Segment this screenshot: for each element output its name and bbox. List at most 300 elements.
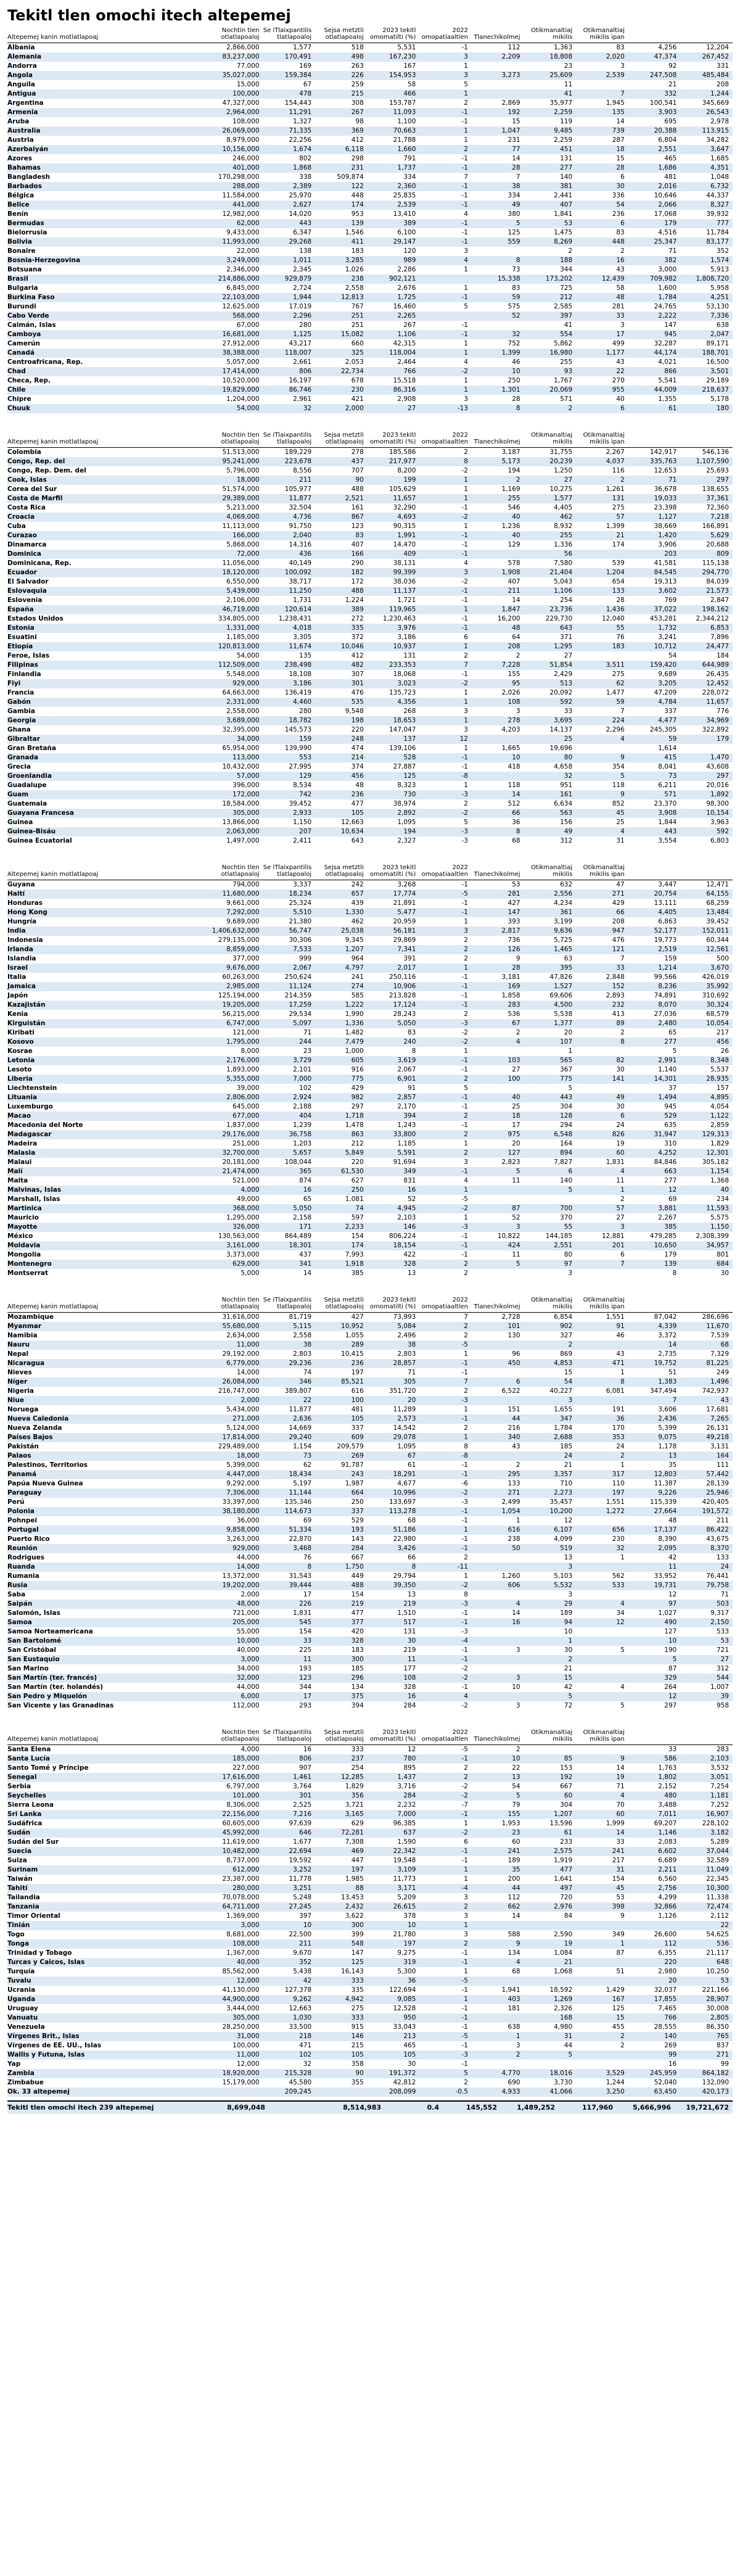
table-cell: 277 <box>664 1177 677 1184</box>
table-row <box>7 1102 733 1112</box>
table-cell: 592 <box>524 698 577 707</box>
table-cell: 335 <box>315 624 368 633</box>
table-cell: 11 <box>628 1563 681 1572</box>
table-cell: 87 <box>668 1665 677 1672</box>
table-cell: 354 <box>612 763 625 770</box>
table-cell: 194 <box>508 467 520 474</box>
table-cell: 112,000 <box>232 1702 260 1709</box>
table-cell: 40 <box>616 395 625 403</box>
table-cell: 17,124 <box>368 1001 420 1010</box>
column-header: Otikmanaltiaj mikilis <box>524 27 577 43</box>
table-cell: 40 <box>472 531 524 540</box>
table-cell: 169 <box>299 62 312 70</box>
table-cell: 190 <box>664 1646 677 1654</box>
table-cell: 4,021 <box>658 358 677 366</box>
row-label: Francia <box>7 689 35 696</box>
table-cell: 9 <box>576 790 628 799</box>
table-cell: 1,551 <box>606 1498 625 1506</box>
table-cell: 2 <box>524 1340 577 1350</box>
table-cell: 352 <box>716 247 729 255</box>
table-cell: 8 <box>368 1563 420 1572</box>
row-label: Santa Lucía <box>7 1754 211 1764</box>
table-cell <box>628 1921 681 1930</box>
table-row <box>7 559 733 568</box>
table-cell: 19 <box>524 1939 577 1949</box>
column-header: Nochtin tlen otlatlapoaloj <box>211 27 263 43</box>
table-cell: 344 <box>560 266 573 273</box>
table-cell: 381 <box>524 182 577 191</box>
table-cell: 6,863 <box>658 918 677 925</box>
table-cell: 10 <box>512 1683 520 1691</box>
table-cell: -1 <box>419 237 472 247</box>
table-row <box>7 1130 733 1139</box>
table-cell: 35,992 <box>680 982 733 991</box>
table-cell: 11,124 <box>263 982 316 991</box>
table-cell: 476 <box>612 936 625 944</box>
table-row <box>7 2013 733 2023</box>
table-cell: 8,681,000 <box>226 1931 260 1938</box>
table-cell: 6,845,000 <box>226 284 260 292</box>
table-cell: 211 <box>472 587 524 596</box>
row-label: Tuvalu <box>7 1976 211 1986</box>
table-cell <box>576 1396 628 1405</box>
table-cell: 166,000 <box>211 531 263 540</box>
table-cell: 16 <box>368 1692 420 1701</box>
table-cell: 436 <box>263 550 316 559</box>
table-cell: 3,606 <box>658 1406 677 1413</box>
table-cell: 3,695 <box>524 716 577 725</box>
table-cell: 17,068 <box>654 210 677 218</box>
table-cell: 229,489,000 <box>218 1443 260 1450</box>
table-cell: 249 <box>716 1369 729 1376</box>
table-cell: 6 <box>472 1377 524 1387</box>
table-cell: 11,784 <box>706 229 729 236</box>
table-cell: 571 <box>628 790 681 799</box>
table-cell: 548 <box>315 1939 368 1949</box>
table-cell: 83 <box>315 531 368 540</box>
table-cell: 3,252 <box>263 1865 316 1875</box>
table-cell: 6,634 <box>554 800 573 807</box>
table-row <box>7 191 733 200</box>
table-cell: 22 <box>576 367 628 376</box>
table-cell: 7 <box>628 1396 681 1405</box>
table-cell: 62,000 <box>211 219 263 228</box>
table-cell: 2 <box>576 1451 628 1461</box>
row-label: Vírgenes de EE. UU., Islas <box>7 2042 102 2049</box>
table-row <box>7 1047 733 1056</box>
table-cell: 5,300 <box>397 1968 416 1975</box>
table-cell: 37,022 <box>628 605 681 614</box>
table-cell: 752 <box>508 340 520 347</box>
table-cell: 193 <box>299 1665 312 1672</box>
table-cell: 24 <box>680 1563 733 1572</box>
table-cell: 5,849 <box>315 1149 368 1158</box>
table-cell: 412 <box>351 136 364 144</box>
table-cell: 93 <box>524 367 577 376</box>
table-cell: 21 <box>564 1461 573 1469</box>
table-cell: 1,095 <box>397 819 416 826</box>
table-cell: 172,000 <box>211 790 263 799</box>
table-cell: -1 <box>461 973 468 981</box>
table-cell: 30 <box>368 1637 420 1646</box>
table-cell: 127,378 <box>284 1986 312 1994</box>
table-cell: 128 <box>524 1112 577 1121</box>
table-cell: 224 <box>576 716 628 725</box>
table-cell: 6,797,000 <box>226 1783 260 1790</box>
table-cell: 218,637 <box>680 386 733 395</box>
table-cell: 140 <box>628 2032 681 2041</box>
table-cell: 5 <box>472 1791 524 1801</box>
table-cell: 134 <box>508 1949 520 1957</box>
table-cell: 1,243 <box>397 1121 416 1129</box>
table-cell: 637 <box>368 1828 420 1838</box>
table-row <box>7 1581 733 1590</box>
table-row <box>7 1241 733 1250</box>
table-cell: 4,234 <box>554 899 573 907</box>
table-row <box>7 917 733 927</box>
table-cell: 2,067 <box>263 964 316 973</box>
table-cell: 67 <box>303 81 312 88</box>
table-cell: 92 <box>668 62 677 70</box>
table-cell: 52,177 <box>628 927 681 936</box>
table-cell: 5,725 <box>554 936 573 944</box>
row-label: Países Bajos <box>7 1433 211 1442</box>
table-cell: 20 <box>628 1976 681 1986</box>
table-cell <box>576 1674 628 1683</box>
table-cell: 32 <box>303 2060 312 2068</box>
table-row <box>7 1488 733 1498</box>
table-cell: 2,551 <box>524 1241 577 1250</box>
table-cell: -2 <box>419 1674 472 1683</box>
table-cell: 11,250 <box>263 587 316 596</box>
table-row <box>7 936 733 945</box>
table-cell: 2,893 <box>606 992 625 999</box>
table-row <box>7 1810 733 1819</box>
table-cell: 23,370 <box>654 800 677 807</box>
table-cell: 7,254 <box>710 1783 729 1790</box>
table-cell: 1,494 <box>628 1093 681 1102</box>
row-label: Italia <box>7 973 27 981</box>
table-row <box>7 945 733 954</box>
table-cell: 739 <box>576 126 628 136</box>
table-cell: 21,573 <box>680 587 733 596</box>
table-cell: 2 <box>464 1269 468 1277</box>
table-cell: 1 <box>419 386 472 395</box>
table-cell: 47,826 <box>549 973 573 981</box>
table-cell: 11,113,000 <box>222 522 260 530</box>
table-cell: 8,327 <box>680 200 733 210</box>
table-cell: 18 <box>472 1112 524 1121</box>
table-cell: 9,485 <box>524 126 577 136</box>
row-label: Surinam <box>7 1865 211 1875</box>
table-cell <box>472 321 524 330</box>
table-cell: 575 <box>508 303 520 310</box>
row-label: Malasia <box>7 1149 211 1158</box>
column-header: Otikmanaltiaj mikilis <box>524 864 577 880</box>
table-cell: 216,747,000 <box>218 1387 260 1395</box>
table-row <box>7 614 733 624</box>
table-cell: 4,945 <box>368 1204 420 1213</box>
table-cell: 44,009 <box>628 386 681 395</box>
header-row <box>7 864 733 880</box>
table-cell: 41,130,000 <box>222 1986 260 1994</box>
table-cell: 40,000 <box>211 1958 263 1967</box>
row-label: Nepal <box>7 1350 29 1358</box>
table-cell: 30 <box>408 2060 416 2068</box>
table-cell: 1,475 <box>554 229 573 236</box>
table-cell: 166,891 <box>702 522 729 530</box>
table-cell: -1 <box>461 1986 468 1994</box>
table-cell: 15 <box>524 1674 577 1683</box>
table-cell: 638 <box>508 2023 520 2031</box>
table-cell: 11,049 <box>680 1865 733 1875</box>
table-cell: 7,329 <box>710 1350 729 1358</box>
table-cell: 7,306,000 <box>211 1488 263 1498</box>
table-cell: 77 <box>472 145 524 154</box>
row-label: Mauricio <box>7 1214 39 1221</box>
table-cell: 28 <box>472 964 524 973</box>
table-cell: 1,941 <box>501 1986 520 1994</box>
table-cell: 125 <box>612 2005 625 2012</box>
table-cell: 6 <box>576 404 628 413</box>
table-cell: -1 <box>461 321 468 329</box>
total-block <box>7 2100 733 2114</box>
table-cell: 1 <box>516 1517 520 1524</box>
table-cell: 1,178 <box>658 1443 677 1450</box>
table-cell: 609 <box>315 1433 368 1442</box>
table-cell: 929,000 <box>211 1544 263 1553</box>
row-label: Trinidad y Tobago <box>7 1949 72 1957</box>
table-cell: 2,961 <box>293 395 312 403</box>
table-cell: -1 <box>461 1535 468 1543</box>
table-cell: 1,000 <box>345 1047 364 1055</box>
table-cell: 43,675 <box>706 1535 729 1543</box>
table-cell: 17,414,000 <box>211 367 263 376</box>
table-cell: 571 <box>560 395 573 403</box>
table-cell: 10 <box>472 367 524 376</box>
table-cell: 437 <box>299 1251 312 1258</box>
table-cell: 16,200 <box>497 615 520 622</box>
table-cell: 138 <box>299 247 312 255</box>
table-cell: 79 <box>512 1801 520 1809</box>
table-cell: 2 <box>419 1130 472 1139</box>
table-cell: 275 <box>612 504 625 511</box>
table-cell: 54,000 <box>211 404 263 413</box>
table-cell: 2 <box>472 2050 524 2060</box>
table-cell: 6 <box>576 1112 628 1121</box>
table-cell: 37,044 <box>680 1847 733 1856</box>
table-cell: 139 <box>628 1260 681 1269</box>
table-cell: 4,054 <box>710 1103 729 1110</box>
table-cell: 245,959 <box>628 2069 681 2078</box>
table-cell: 9,548 <box>345 708 364 715</box>
table-row <box>7 1791 733 1801</box>
table-row <box>7 1149 733 1158</box>
table-cell: 10 <box>564 1628 573 1635</box>
row-label: Brasil <box>7 275 211 284</box>
table-cell: 365 <box>263 1167 316 1176</box>
table-cell: 8 <box>263 1563 316 1572</box>
table-cell: 144,185 <box>545 1232 573 1240</box>
table-cell: 426,019 <box>702 973 729 981</box>
table-row <box>7 1056 733 1065</box>
table-cell: 378 <box>403 1912 416 1920</box>
row-label: Granada <box>7 753 211 762</box>
table-cell: 1,150 <box>293 819 312 826</box>
column-header <box>628 1729 681 1745</box>
table-row <box>7 1939 733 1949</box>
table-cell: 498 <box>315 52 368 62</box>
table-cell: 2,106,000 <box>226 597 260 604</box>
table-row <box>7 126 733 136</box>
table-cell: 76 <box>616 634 625 641</box>
table-row <box>7 200 733 210</box>
row-label: Costa Rica <box>7 504 46 511</box>
table-cell: 185 <box>560 1443 573 1450</box>
row-label: Burundi <box>7 303 36 310</box>
table-cell: 53 <box>680 1976 733 1986</box>
table-cell: -1 <box>419 1167 472 1176</box>
table-cell: -1 <box>419 330 472 339</box>
table-cell: 12,000 <box>211 1976 263 1986</box>
table-cell: -1 <box>461 615 468 622</box>
table-cell: 10,520,000 <box>222 377 260 384</box>
table-cell: 529 <box>351 1517 364 1524</box>
table-cell: 33,500 <box>289 2023 312 2031</box>
table-row <box>7 688 733 698</box>
table-cell: 21,780 <box>393 1931 416 1938</box>
table-cell: 1,244 <box>680 89 733 99</box>
table-row <box>7 1139 733 1149</box>
table-cell: 16,907 <box>680 1810 733 1819</box>
table-cell <box>472 1655 524 1664</box>
table-cell: 100,000 <box>211 89 263 99</box>
table-cell: 1,665 <box>501 745 520 752</box>
table-cell: 474 <box>351 745 364 752</box>
table-cell: 7,465 <box>658 2005 677 2012</box>
table-row <box>7 99 733 108</box>
table-cell: 151 <box>508 1406 520 1413</box>
table-cell: 1,919 <box>554 1857 573 1864</box>
table-cell: 947 <box>576 927 628 936</box>
table-cell: 275 <box>612 671 625 678</box>
table-cell: 361 <box>524 908 577 917</box>
table-row <box>7 1754 733 1764</box>
table-row <box>7 809 733 818</box>
row-label: Costa de Marfil <box>7 494 211 503</box>
table-cell: 36 <box>576 1414 628 1424</box>
column-header <box>680 27 733 43</box>
table-cell: 2 <box>419 1260 472 1269</box>
table-cell: 18 <box>576 145 628 154</box>
table-cell: 915 <box>351 2023 364 2031</box>
table-cell: 73 <box>263 1451 316 1461</box>
row-label: Georgia <box>7 716 211 725</box>
table-cell: 12 <box>576 1618 628 1627</box>
row-label: Portugal <box>7 1525 211 1535</box>
table-cell: 3,023 <box>368 679 420 688</box>
table-cell: 2 <box>419 1939 472 1949</box>
table-cell: 84,846 <box>654 1158 677 1166</box>
table-cell: 32,700,000 <box>211 1149 263 1158</box>
table-cell: 3,372 <box>658 1332 677 1339</box>
row-label: Ecuador <box>7 568 211 577</box>
table-cell: 710 <box>560 1480 573 1487</box>
table-cell: 517 <box>368 1618 420 1627</box>
table-cell: 533 <box>716 1628 729 1635</box>
table-row <box>7 1930 733 1939</box>
row-label: Niue <box>7 1396 211 1405</box>
table-cell: 6 <box>620 173 625 181</box>
table-cell: 229,730 <box>545 615 573 622</box>
table-cell: 121,000 <box>232 1029 260 1036</box>
table-cell: 38,717 <box>289 578 312 585</box>
row-label: Nigeria <box>7 1387 34 1395</box>
table-cell: 1 <box>464 745 468 752</box>
table-cell: 465 <box>403 2042 416 2049</box>
table-row <box>7 836 733 846</box>
table-cell: 164 <box>560 1140 573 1147</box>
table-cell: -3 <box>419 1019 472 1028</box>
table-cell: 4 <box>419 1692 472 1701</box>
table-cell: 322,892 <box>702 726 729 733</box>
table-cell: 279,135,000 <box>218 936 260 944</box>
column-header <box>680 864 733 880</box>
table-cell: 2,558,000 <box>226 708 260 715</box>
table-cell: 10,906 <box>368 982 420 991</box>
table-cell: 15 <box>576 2013 628 2023</box>
table-cell: 12,439 <box>576 275 628 284</box>
table-cell: 147,047 <box>388 726 416 733</box>
row-label: Kiribati <box>7 1029 35 1036</box>
row-label: Lesoto <box>7 1066 32 1073</box>
table-cell: 91 <box>408 1084 416 1092</box>
table-cell: 28,907 <box>680 1995 733 2004</box>
table-cell: 2 <box>419 945 472 954</box>
table-cell: 21,117 <box>706 1949 729 1957</box>
table-cell: 87 <box>472 1204 524 1213</box>
table-cell: 3,721 <box>345 1801 364 1809</box>
table-cell: 2,869 <box>501 99 520 107</box>
table-cell: 98,300 <box>706 800 729 807</box>
table-cell: 7,216 <box>263 1810 316 1819</box>
table-cell: 208 <box>472 642 524 651</box>
table-cell: 114,673 <box>263 1507 316 1516</box>
table-cell: 145,573 <box>284 726 312 733</box>
table-cell: 2 <box>419 1322 472 1331</box>
table-cell: 154 <box>299 1628 312 1635</box>
column-header: Nochtin tlen otlatlapoaloj <box>211 864 263 880</box>
table-cell: 1,763 <box>658 1764 677 1772</box>
table-cell: 39,932 <box>706 210 729 218</box>
table-cell: 3,426 <box>368 1544 420 1553</box>
table-cell: 1,127 <box>628 513 681 522</box>
table-cell: 100,000 <box>232 2042 260 2049</box>
table-cell: 5 <box>524 1186 577 1195</box>
table-row <box>7 1479 733 1488</box>
table-cell: 3,131 <box>710 1443 729 1450</box>
table-cell: 9 <box>576 1754 628 1764</box>
table-cell: 3,199 <box>554 918 573 925</box>
table-cell: 28 <box>472 163 524 173</box>
table-cell: 28,857 <box>368 1359 420 1368</box>
table-cell: 105 <box>368 2050 420 2060</box>
table-row <box>7 1764 733 1773</box>
table-cell: 12,301 <box>680 1149 733 1158</box>
table-cell: 721 <box>716 1646 729 1654</box>
table-cell: 429 <box>351 1084 364 1092</box>
table-cell: 27 <box>564 652 573 659</box>
